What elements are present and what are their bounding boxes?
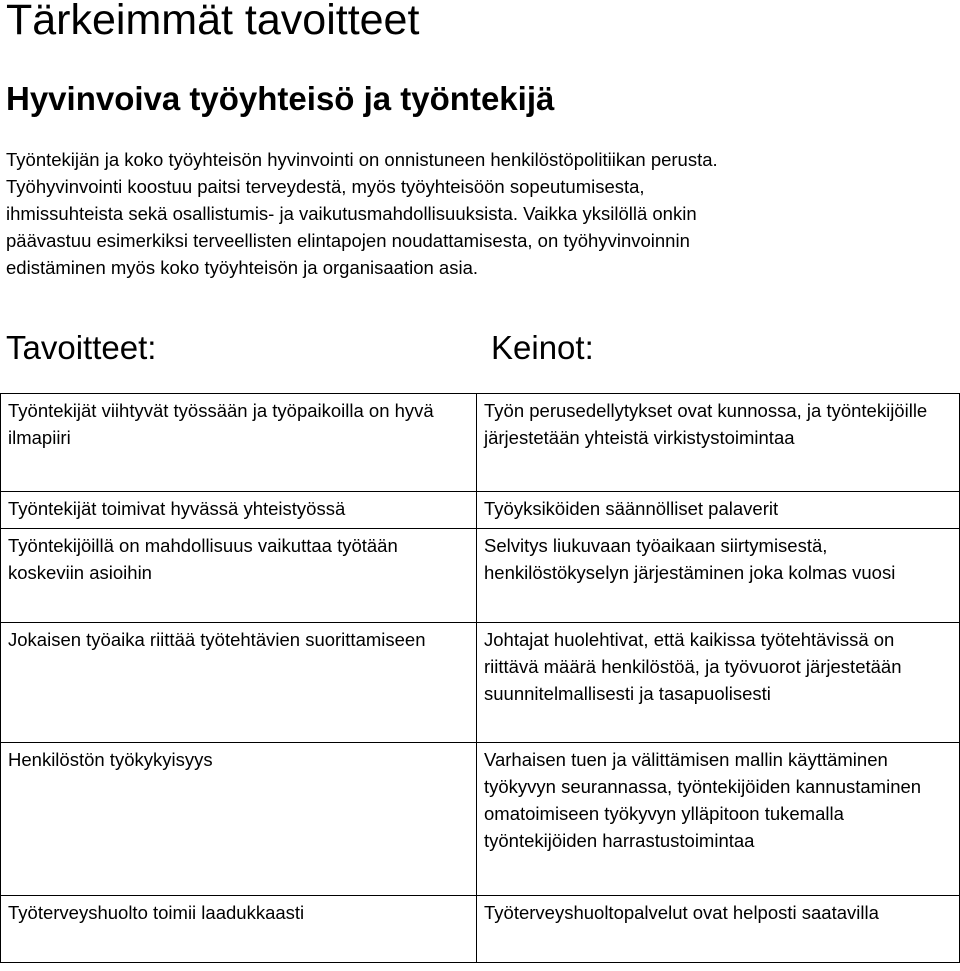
document-title: Tärkeimmät tavoitteet (6, 0, 420, 44)
table-row (1, 896, 960, 963)
goal-cell: Työntekijät viihtyvät työssään ja työpaikoilla on hyvä ilmapiiri (1, 394, 477, 492)
intro-line: edistäminen myös koko työyhteisön ja organisaation asia. (6, 257, 479, 278)
goal-cell: Työntekijät toimivat hyvässä yhteistyössä (1, 492, 477, 529)
means-cell: Työn perusedellytykset ovat kunnossa, ja työntekijöille järjestetään yhteistä virkistystoimintaa (477, 394, 960, 492)
goal-cell: Henkilöstön työkykyisyys (1, 743, 477, 896)
intro-line: ihmissuhteista sekä osallistumis- ja vaikutusmahdollisuuksista. Vaikka yksilöllä onkin (6, 203, 697, 224)
intro-line: Työhyvinvointi koostuu paitsi terveydestä, myös työyhteisöön sopeutumisesta, (6, 176, 645, 197)
means-cell: Varhaisen tuen ja välittämisen mallin käyttäminen työkyvyn seurannassa, työntekijöiden kannustaminen omatoimiseen työkyvyn ylläpitoon tukemalla työntekijöiden harrastustoimintaa (477, 743, 960, 896)
means-heading: Keinot: (491, 329, 594, 366)
table-row (1, 743, 960, 896)
goal-cell: Työterveyshuolto toimii laadukkaasti (1, 896, 477, 963)
goals-heading: Tavoitteet: (6, 329, 157, 366)
table-row (1, 394, 960, 492)
means-cell: Selvitys liukuvaan työaikaan siirtymisestä, henkilöstökyselyn järjestäminen joka kolmas vuosi (477, 529, 960, 623)
means-cell: Työyksiköiden säännölliset palaverit (477, 492, 960, 529)
means-cell: Työterveyshuoltopalvelut ovat helposti saatavilla (477, 896, 960, 963)
table-row (1, 492, 960, 529)
intro-line: päävastuu esimerkiksi terveellisten elintapojen noudattamisesta, on työhyvinvoinnin (6, 230, 690, 251)
intro-paragraph (6, 146, 956, 281)
goals-means-table (0, 393, 960, 963)
goal-cell: Työntekijöillä on mahdollisuus vaikuttaa työtään koskeviin asioihin (1, 529, 477, 623)
goal-cell: Jokaisen työaika riittää työtehtävien suorittamiseen (1, 623, 477, 743)
table-row (1, 623, 960, 743)
section-title: Hyvinvoiva työyhteisö ja työntekijä (6, 80, 555, 117)
table-row (1, 529, 960, 623)
intro-line: Työntekijän ja koko työyhteisön hyvinvointi on onnistuneen henkilöstöpolitiikan perusta. (6, 149, 718, 170)
means-cell: Johtajat huolehtivat, että kaikissa työtehtävissä on riittävä määrä henkilöstöä, ja työvuorot järjestetään suunnitelmallisesti ja tasapuolisesti (477, 623, 960, 743)
